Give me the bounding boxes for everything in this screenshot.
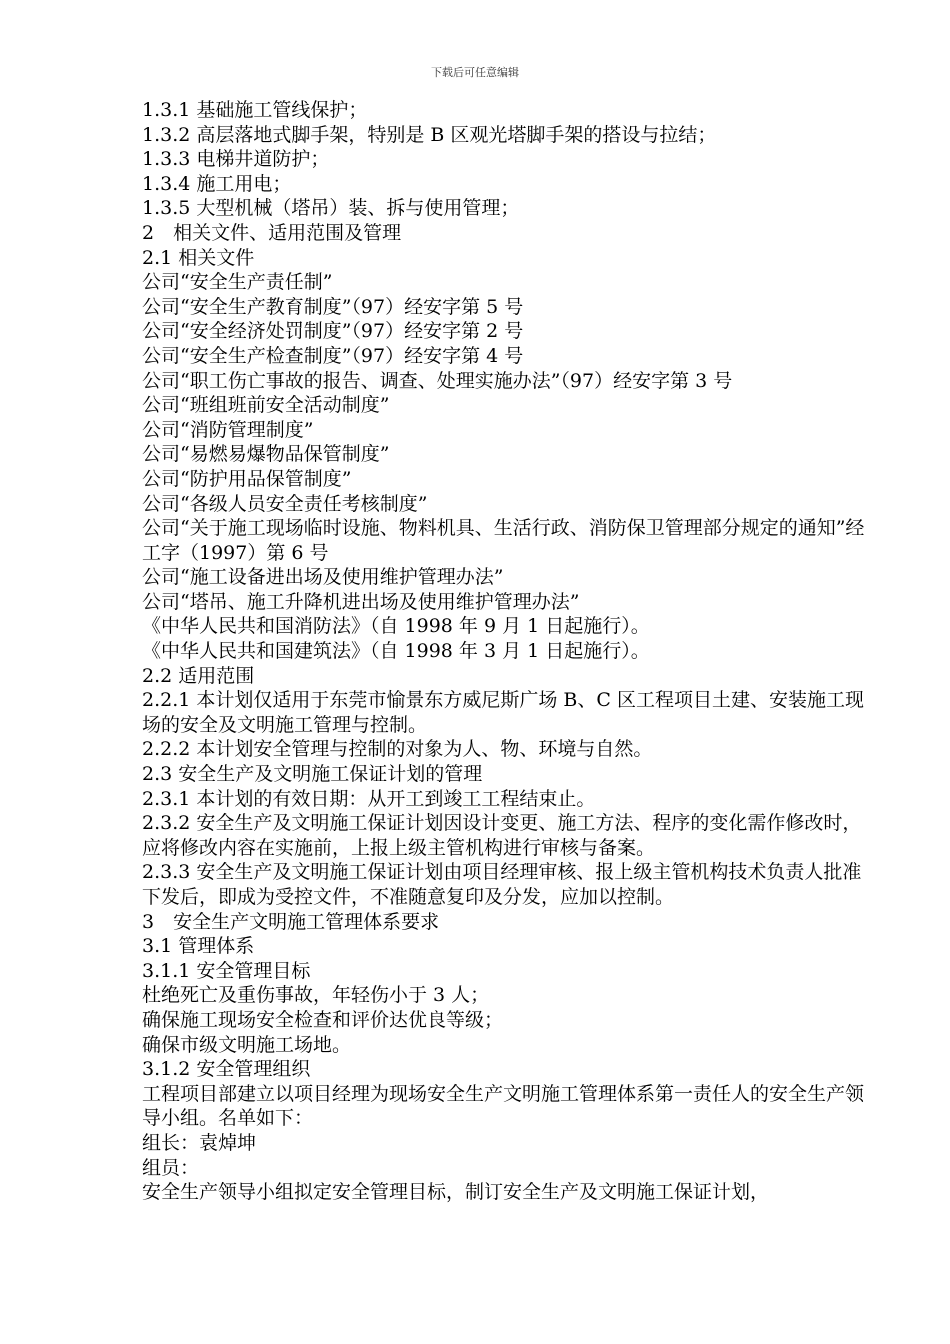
- paragraph: 组长：袁焯坤: [142, 1131, 257, 1154]
- law-reference: 《中华人民共和国建筑法》（自 1998 年 3 月 1 日起施行）。: [142, 640, 650, 663]
- document-reference: 公司“安全生产责任制”: [142, 271, 333, 294]
- paragraph: 1.3.1 基础施工管线保护；: [142, 99, 368, 121]
- paragraph: 确保市级文明施工场地。: [142, 1033, 352, 1056]
- subsection-heading: 2.3 安全生产及文明施工保证计划的管理: [142, 763, 483, 786]
- document-reference: 公司“施工设备进出场及使用维护管理办法”: [142, 566, 504, 589]
- document-reference: 公司“安全生产检查制度”（97）经安字第 4 号: [142, 344, 524, 367]
- paragraph: 1.3.4 施工用电；: [142, 172, 292, 195]
- page-header: 下载后可任意编辑: [431, 66, 519, 79]
- section-heading: 2 相关文件、适用范围及管理: [142, 221, 402, 244]
- document-reference: 公司“消防管理制度”: [142, 418, 314, 441]
- paragraph: 2.3.2 安全生产及文明施工保证计划因设计变更、施工方法、程序的变化需作修改时，应将修改内容在实施前，上报上级主管机构进行审核与备案。: [142, 812, 862, 859]
- document-reference: 公司“易燃易爆物品保管制度”: [142, 443, 390, 466]
- subsection-heading: 2.1 相关文件: [142, 246, 255, 269]
- paragraph: 2.3.1 本计划的有效日期：从开工到竣工工程结束止。: [142, 787, 596, 810]
- law-reference: 《中华人民共和国消防法》（自 1998 年 9 月 1 日起施行）。: [142, 615, 650, 638]
- paragraph: 安全生产领导小组拟定安全管理目标，制订安全生产及文明施工保证计划，: [142, 1181, 770, 1204]
- document-reference: 公司“职工伤亡事故的报告、调查、处理实施办法”（97）经安字第 3 号: [142, 369, 733, 392]
- paragraph: 确保施工现场安全检查和评价达优良等级；: [142, 1008, 504, 1031]
- document-reference: 公司“班组班前安全活动制度”: [142, 394, 390, 417]
- paragraph: 1.3.5 大型机械（塔吊）装、拆与使用管理；: [142, 197, 520, 220]
- document-reference: 公司“各级人员安全责任考核制度”: [142, 492, 428, 515]
- document-reference: 公司“防护用品保管制度”: [142, 467, 352, 490]
- document-reference: 公司“安全经济处罚制度”（97）经安字第 2 号: [142, 320, 524, 343]
- paragraph: 工程项目部建立以项目经理为现场安全生产文明施工管理体系第一责任人的安全生产领导小组。名单如下：: [142, 1082, 865, 1130]
- document-reference: 公司“关于施工现场临时设施、物料机具、生活行政、消防保卫管理部分规定的通知”经工字（1997）第 6 号: [142, 517, 865, 564]
- subsection-heading: 2.2 适用范围: [142, 664, 255, 687]
- paragraph: 2.2.2 本计划安全管理与控制的对象为人、物、环境与自然。: [142, 738, 653, 761]
- paragraph: 2.2.1 本计划仅适用于东莞市愉景东方威尼斯广场 B、C 区工程项目土建、安装施工现场的安全及文明施工管理与控制。: [142, 689, 864, 736]
- document-body: [142, 98, 872, 1205]
- subsection-heading: 3.1.1 安全管理目标: [142, 959, 311, 982]
- paragraph: 2.3.3 安全生产及文明施工保证计划由项目经理审核、报上级主管机构技术负责人批准下发后，即成为受控文件，不准随意复印及分发，应加以控制。: [142, 861, 862, 908]
- paragraph: 1.3.3 电梯井道防护；: [142, 148, 330, 171]
- document-reference: 公司“安全生产教育制度”（97）经安字第 5 号: [142, 295, 524, 318]
- section-heading: 3 安全生产文明施工管理体系要求: [142, 910, 440, 933]
- document-reference: 公司“塔吊、施工升降机进出场及使用维护管理办法”: [142, 590, 580, 613]
- paragraph: 1.3.2 高层落地式脚手架，特别是 B 区观光塔脚手架的搭设与拉结；: [142, 123, 717, 146]
- paragraph: 组员：: [142, 1156, 200, 1179]
- paragraph: 杜绝死亡及重伤事故，年轻伤小于 3 人；: [142, 984, 490, 1007]
- subsection-heading: 3.1 管理体系: [142, 935, 255, 958]
- subsection-heading: 3.1.2 安全管理组织: [142, 1058, 311, 1081]
